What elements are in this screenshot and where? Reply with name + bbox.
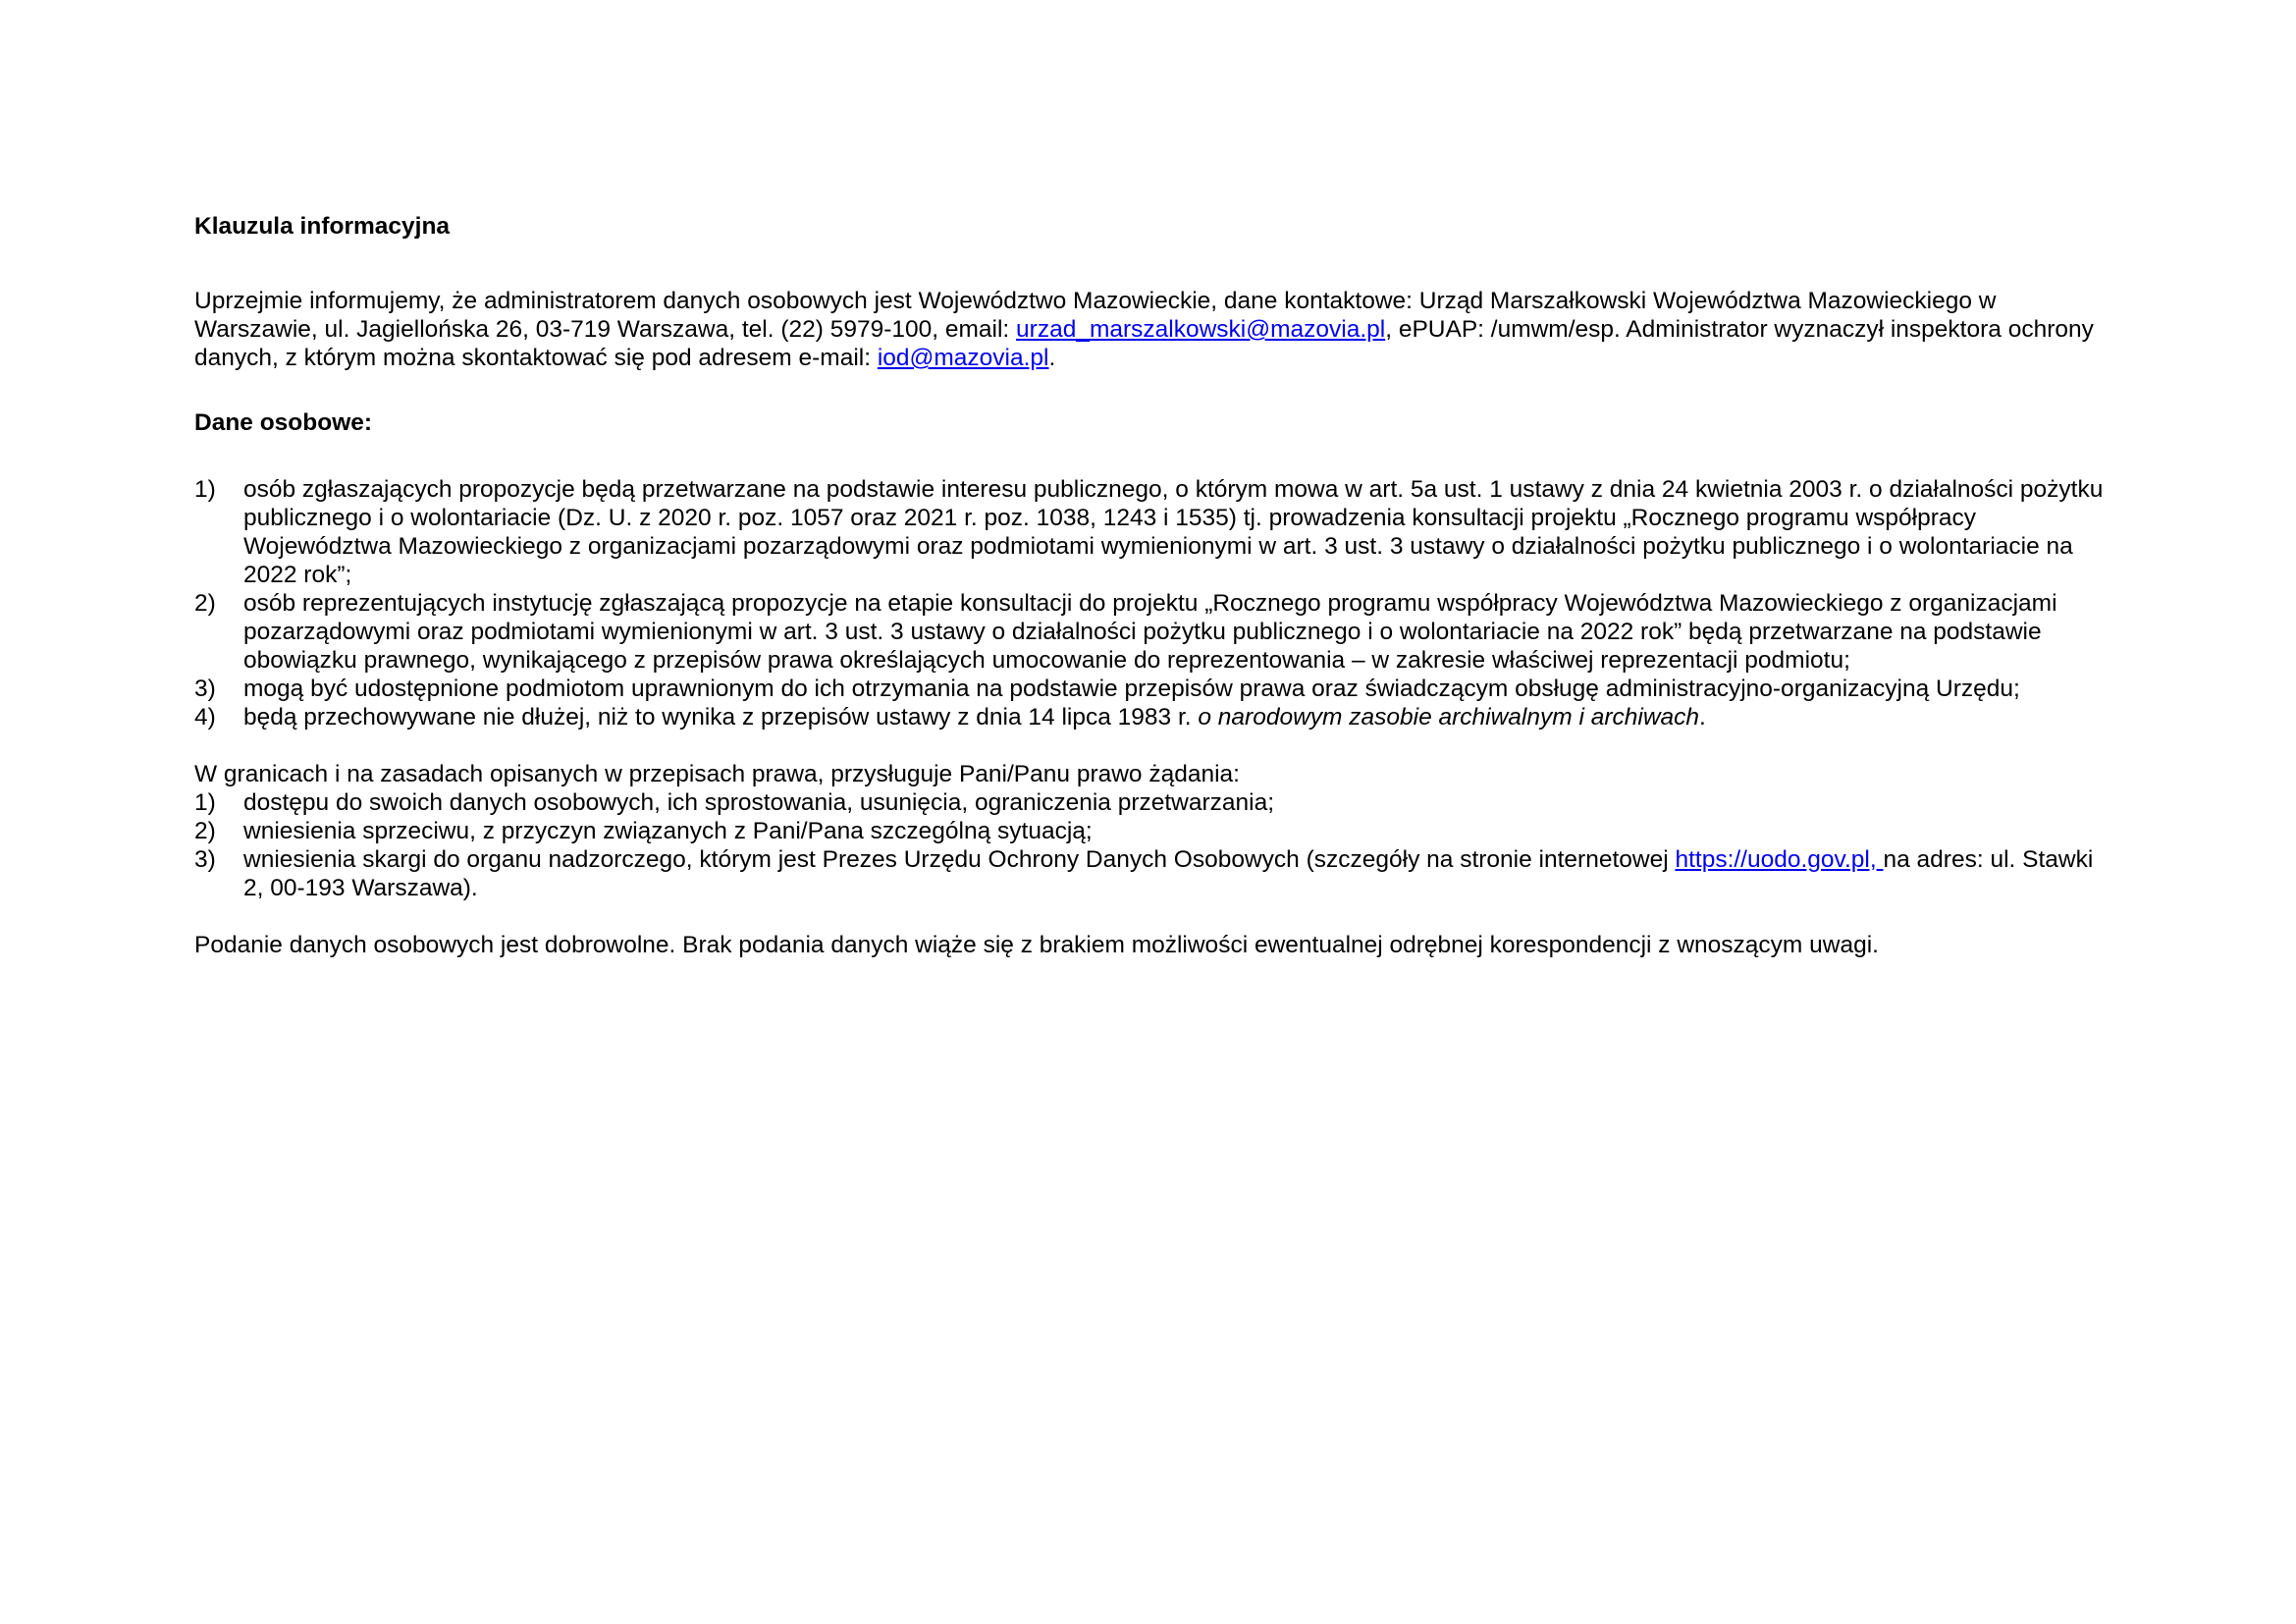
uodo-link[interactable]: https://uodo.gov.pl, [1675, 846, 1884, 873]
closing-paragraph: Podanie danych osobowych jest dobrowolne. Brak podania danych wiąże się z brakiem możliwości ewentualnej odrębnej korespondencji z wnoszącym uwagi. [194, 932, 1879, 958]
list-item-text: wniesienia sprzeciwu, z przyczyn związanych z Pani/Pana szczególną sytuacją; [243, 818, 1093, 844]
dane-list-item [194, 475, 2118, 589]
intro-text-2: , ePUAP: /umwm/esp. Administrator wyznaczył inspektora ochrony danych, z którym można skontaktować się pod adresem e-mail: [194, 316, 2094, 371]
intro-paragraph [194, 287, 2118, 372]
document-title: Klauzula informacyjna [194, 213, 451, 240]
dane-list-item [194, 675, 2118, 703]
list-number: 3) [194, 846, 216, 873]
intro-text-1: Uprzejmie informujemy, że administratorem danych osobowych jest Województwo Mazowieckie, dane kontaktowe: Urząd Marszałkowski Województwa Mazowieckiego w Warszawie, ul. Jagiellońska 26, 03-719 Warszawa, tel. (22) 5979-100, email: [194, 288, 1997, 343]
rights-list-item [194, 817, 2118, 845]
rights-intro: W granicach i na zasadach opisanych w przepisach prawa, przysługuje Pani/Panu prawo żądania: [194, 761, 1240, 787]
list-item-text: mogą być udostępnione podmiotom uprawnionym do ich otrzymania na podstawie przepisów prawa oraz świadczącym obsługę administracyjno-organizacyjną Urzędu; [243, 676, 2020, 702]
list-item-text: osób reprezentujących instytucję zgłaszającą propozycje na etapie konsultacji do projektu „Rocznego programu współpracy Województwa Mazowieckiego z organizacjami pozarządowymi oraz podmiotami wymienionymi w art. 3 ust. 3 ustawy o działalności pożytku publicznego i o wolontariacie na 2022 rok” będą przetwarzane na podstawie obowiązku prawnego, wynikającego z przepisów prawa określających umocowanie do reprezentowania – w zakresie właściwej reprezentacji podmiotu; [243, 590, 2057, 674]
rights-list [194, 788, 2118, 902]
spacer [194, 372, 2118, 408]
email-link-iod[interactable]: iod@mazovia.pl [877, 345, 1049, 371]
section-heading-dane: Dane osobowe: [194, 409, 373, 436]
spacer [194, 241, 2118, 287]
list-item-tail: na adres: ul. Stawki 2, 00-193 Warszawa). [243, 846, 2094, 901]
list-number: 2) [194, 590, 216, 617]
email-link-urzad[interactable]: urzad_marszalkowski@mazovia.pl [1016, 316, 1386, 343]
dane-list-item [194, 589, 2118, 675]
spacer [194, 902, 2118, 931]
document-page [194, 212, 2118, 959]
list-item-text: osób zgłaszających propozycje będą przetwarzane na podstawie interesu publicznego, o którym mowa w art. 5a ust. 1 ustawy z dnia 24 kwietnia 2003 r. o działalności pożytku publicznego i o wolontariacie (Dz. U. z 2020 r. poz. 1057 oraz 2021 r. poz. 1038, 1243 i 1535) tj. prowadzenia konsultacji projektu „Rocznego programu współpracy Województwa Mazowieckiego z organizacjami pozarządowymi oraz podmiotami wymienionymi w art. 3 ust. 3 ustawy o działalności pożytku publicznego i o wolontariacie na 2022 rok”; [243, 476, 2104, 588]
spacer [194, 731, 2118, 760]
rights-list-item [194, 845, 2118, 902]
rights-list-item [194, 788, 2118, 817]
dane-list [194, 475, 2118, 731]
list-number: 2) [194, 818, 216, 844]
list-item-text: dostępu do swoich danych osobowych, ich sprostowania, usunięcia, ograniczenia przetwarzania; [243, 789, 1275, 816]
list-number: 1) [194, 476, 216, 503]
list-item-text: będą przechowywane nie dłużej, niż to wynika z przepisów ustawy z dnia 14 lipca 1983 r. [243, 704, 1199, 731]
intro-text-3: . [1048, 345, 1056, 371]
list-item-text: wniesienia skargi do organu nadzorczego, którym jest Prezes Urzędu Ochrony Danych Osobowych (szczegóły na stronie internetowej [243, 846, 1676, 873]
list-number: 1) [194, 789, 216, 816]
list-number: 3) [194, 676, 216, 702]
dane-list-item [194, 703, 2118, 731]
list-number: 4) [194, 704, 216, 731]
list-item-italic-text: o narodowym zasobie archiwalnym i archiwach [1198, 704, 1700, 731]
list-item-tail: . [1699, 704, 1706, 731]
spacer [194, 437, 2118, 475]
